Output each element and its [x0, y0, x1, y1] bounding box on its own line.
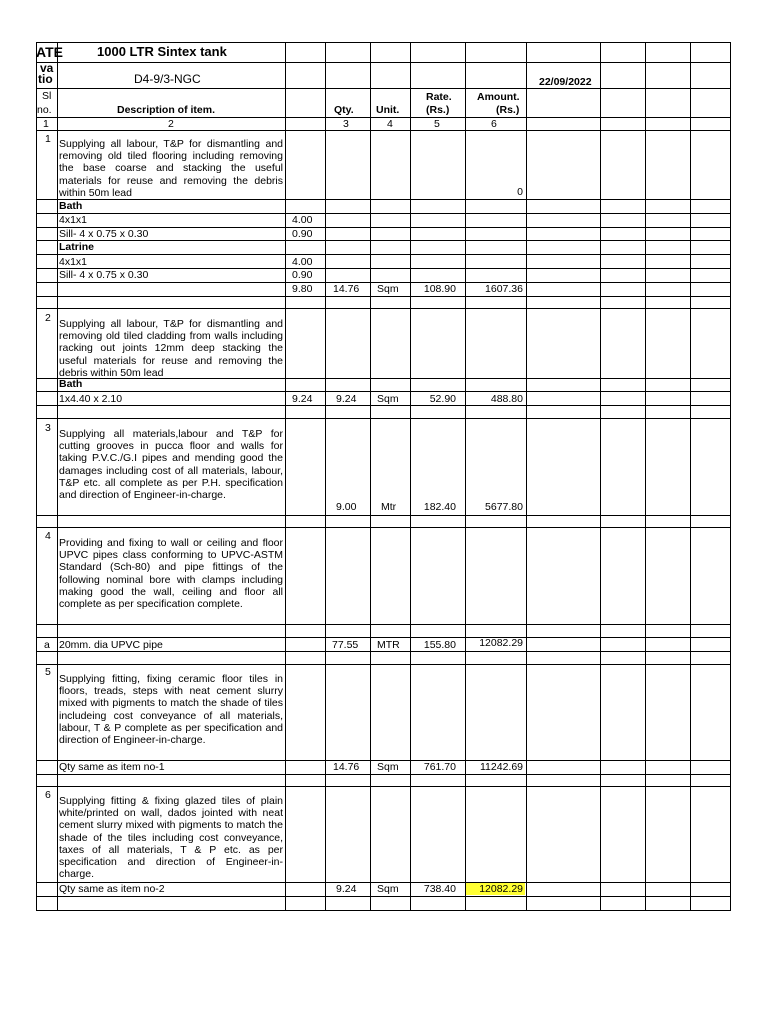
item-qty: 9.24 [336, 393, 357, 405]
item-amount: 1607.36 [485, 283, 523, 295]
item-number: 5 [45, 666, 51, 678]
measurement-qty: 4.00 [292, 214, 313, 226]
sheet-title: 1000 LTR Sintex tank [97, 44, 227, 59]
header-col-a-row3: tio [38, 72, 53, 86]
qty-reference: Qty same as item no-2 [59, 883, 165, 895]
header-col-a-row1: ATE [36, 44, 63, 60]
item-rate: 182.40 [423, 501, 456, 513]
section-label: Bath [59, 200, 83, 212]
item-description: Supplying fitting & fixing glazed tiles of plain white/printed on wall, dados jointed with neat cement slurry mixed with pigments to match the shade of the tiles including cost conveyance, taxes of all materials, T & P etc. as per specification and direction of Engineer-in-charge. [59, 795, 283, 881]
col-sl-label-2: no. [37, 104, 52, 116]
item-rate: 155.80 [423, 639, 456, 651]
measurement-label: 4x1x1 [59, 214, 88, 226]
col-rate-header-1: Rate. [426, 91, 452, 103]
section-label: Latrine [59, 241, 95, 253]
col-description-header: Description of item. [117, 104, 216, 116]
measurement-label: Sill- 4 x 0.75 x 0.30 [59, 269, 149, 281]
item-amount: 5677.80 [485, 501, 523, 513]
sub-item-letter: a [44, 639, 50, 651]
col-number-5: 5 [434, 118, 440, 130]
item-description: Supplying all labour, T&P for dismantling and removing old tiled flooring including removing the base coarse and stacking the useful materials for reuse and removing the debris within 50m lead [59, 138, 283, 199]
item-rate: 738.40 [423, 883, 456, 895]
work-reference: D4-9/3-NGC [134, 72, 201, 86]
col-number-3: 3 [343, 118, 349, 130]
sub-item-description: 20mm. dia UPVC pipe [59, 639, 163, 651]
measurement-total: 9.80 [292, 283, 313, 295]
item-amount: 12082.29 [479, 637, 523, 649]
col-rate-header-2: (Rs.) [426, 104, 450, 116]
item-description: Supplying all materials,labour and T&P for cutting grooves in pucca floor and walls for taking P.V.C./G.I pipes and mending good the damages including cost of all materials, labour, T&P etc. all complete as per P.H. specification and direction of Engineer-in-charge. [59, 428, 283, 502]
measurement-label: 1x4.40 x 2.10 [59, 393, 123, 405]
item-unit: Sqm [377, 883, 399, 895]
item-qty: 77.55 [332, 639, 359, 651]
item-unit: Sqm [377, 761, 399, 773]
item-unit: Sqm [377, 393, 399, 405]
measurement-label: Sill- 4 x 0.75 x 0.30 [59, 228, 149, 240]
item-number: 3 [45, 422, 51, 434]
col-number-2: 2 [168, 118, 174, 130]
measurement-qty: 0.90 [292, 269, 313, 281]
col-qty-header: Qty. [334, 104, 354, 116]
measurement-label: 4x1x1 [59, 256, 88, 268]
col-number-4: 4 [387, 118, 393, 130]
item-amount: 11242.69 [479, 761, 523, 773]
col-amount-header-1: Amount. [477, 91, 520, 103]
item-description: Supplying all labour, T&P for dismantling and removing old tiled cladding from walls including racking out joints 12mm deep stacking the useful materials for reuse and removing the debris within 50m lead [59, 318, 283, 379]
header-col-a-row2: va [40, 61, 54, 75]
col-number-6: 6 [491, 118, 497, 130]
item-rate: 52.90 [429, 393, 456, 405]
measurement-qty: 0.90 [292, 228, 313, 240]
col-sl-label-1: Sl [42, 90, 52, 102]
item-unit: Sqm [377, 283, 399, 295]
item-description: Supplying fitting, fixing ceramic floor tiles in floors, treads, steps with neat cement slurry mixed with pigments to match the shade of tiles includeing cost conveyance of all materials, labour, T & P complete as per specification and direction of Engineer-in-charge. [59, 673, 283, 747]
item-rate: 761.70 [423, 761, 456, 773]
qty-reference: Qty same as item no-1 [59, 761, 165, 773]
sheet-date: 22/09/2022 [539, 76, 592, 88]
measurement-qty: 4.00 [292, 256, 313, 268]
item-number: 4 [45, 530, 51, 542]
measurement-qty: 9.24 [292, 393, 313, 405]
item-amount: 488.80 [490, 393, 523, 405]
item-number: 1 [45, 133, 51, 145]
item-description: Providing and fixing to wall or ceiling and floor UPVC pipes class conforming to UPVC-ASTM Standard (Sch-80) and pipe fittings of the following nominal bore with clamps including making good the wall, ceiling and floor all complete as per specification complete. [59, 537, 283, 611]
item-amount-highlighted: 12082.29 [479, 883, 523, 895]
col-unit-header: Unit. [376, 104, 400, 116]
item-unit: MTR [377, 639, 400, 651]
item-rate: 108.90 [423, 283, 456, 295]
item-number: 6 [45, 789, 51, 801]
item-amount-zero: 0 [517, 186, 523, 198]
item-qty: 9.00 [336, 501, 357, 513]
item-qty: 9.24 [336, 883, 357, 895]
col-amount-header-2: (Rs.) [496, 104, 520, 116]
item-unit: Mtr [381, 501, 397, 513]
item-qty: 14.76 [333, 283, 360, 295]
item-qty: 14.76 [333, 761, 360, 773]
col-number-1: 1 [43, 118, 49, 130]
section-label: Bath [59, 378, 83, 390]
item-number: 2 [45, 312, 51, 324]
